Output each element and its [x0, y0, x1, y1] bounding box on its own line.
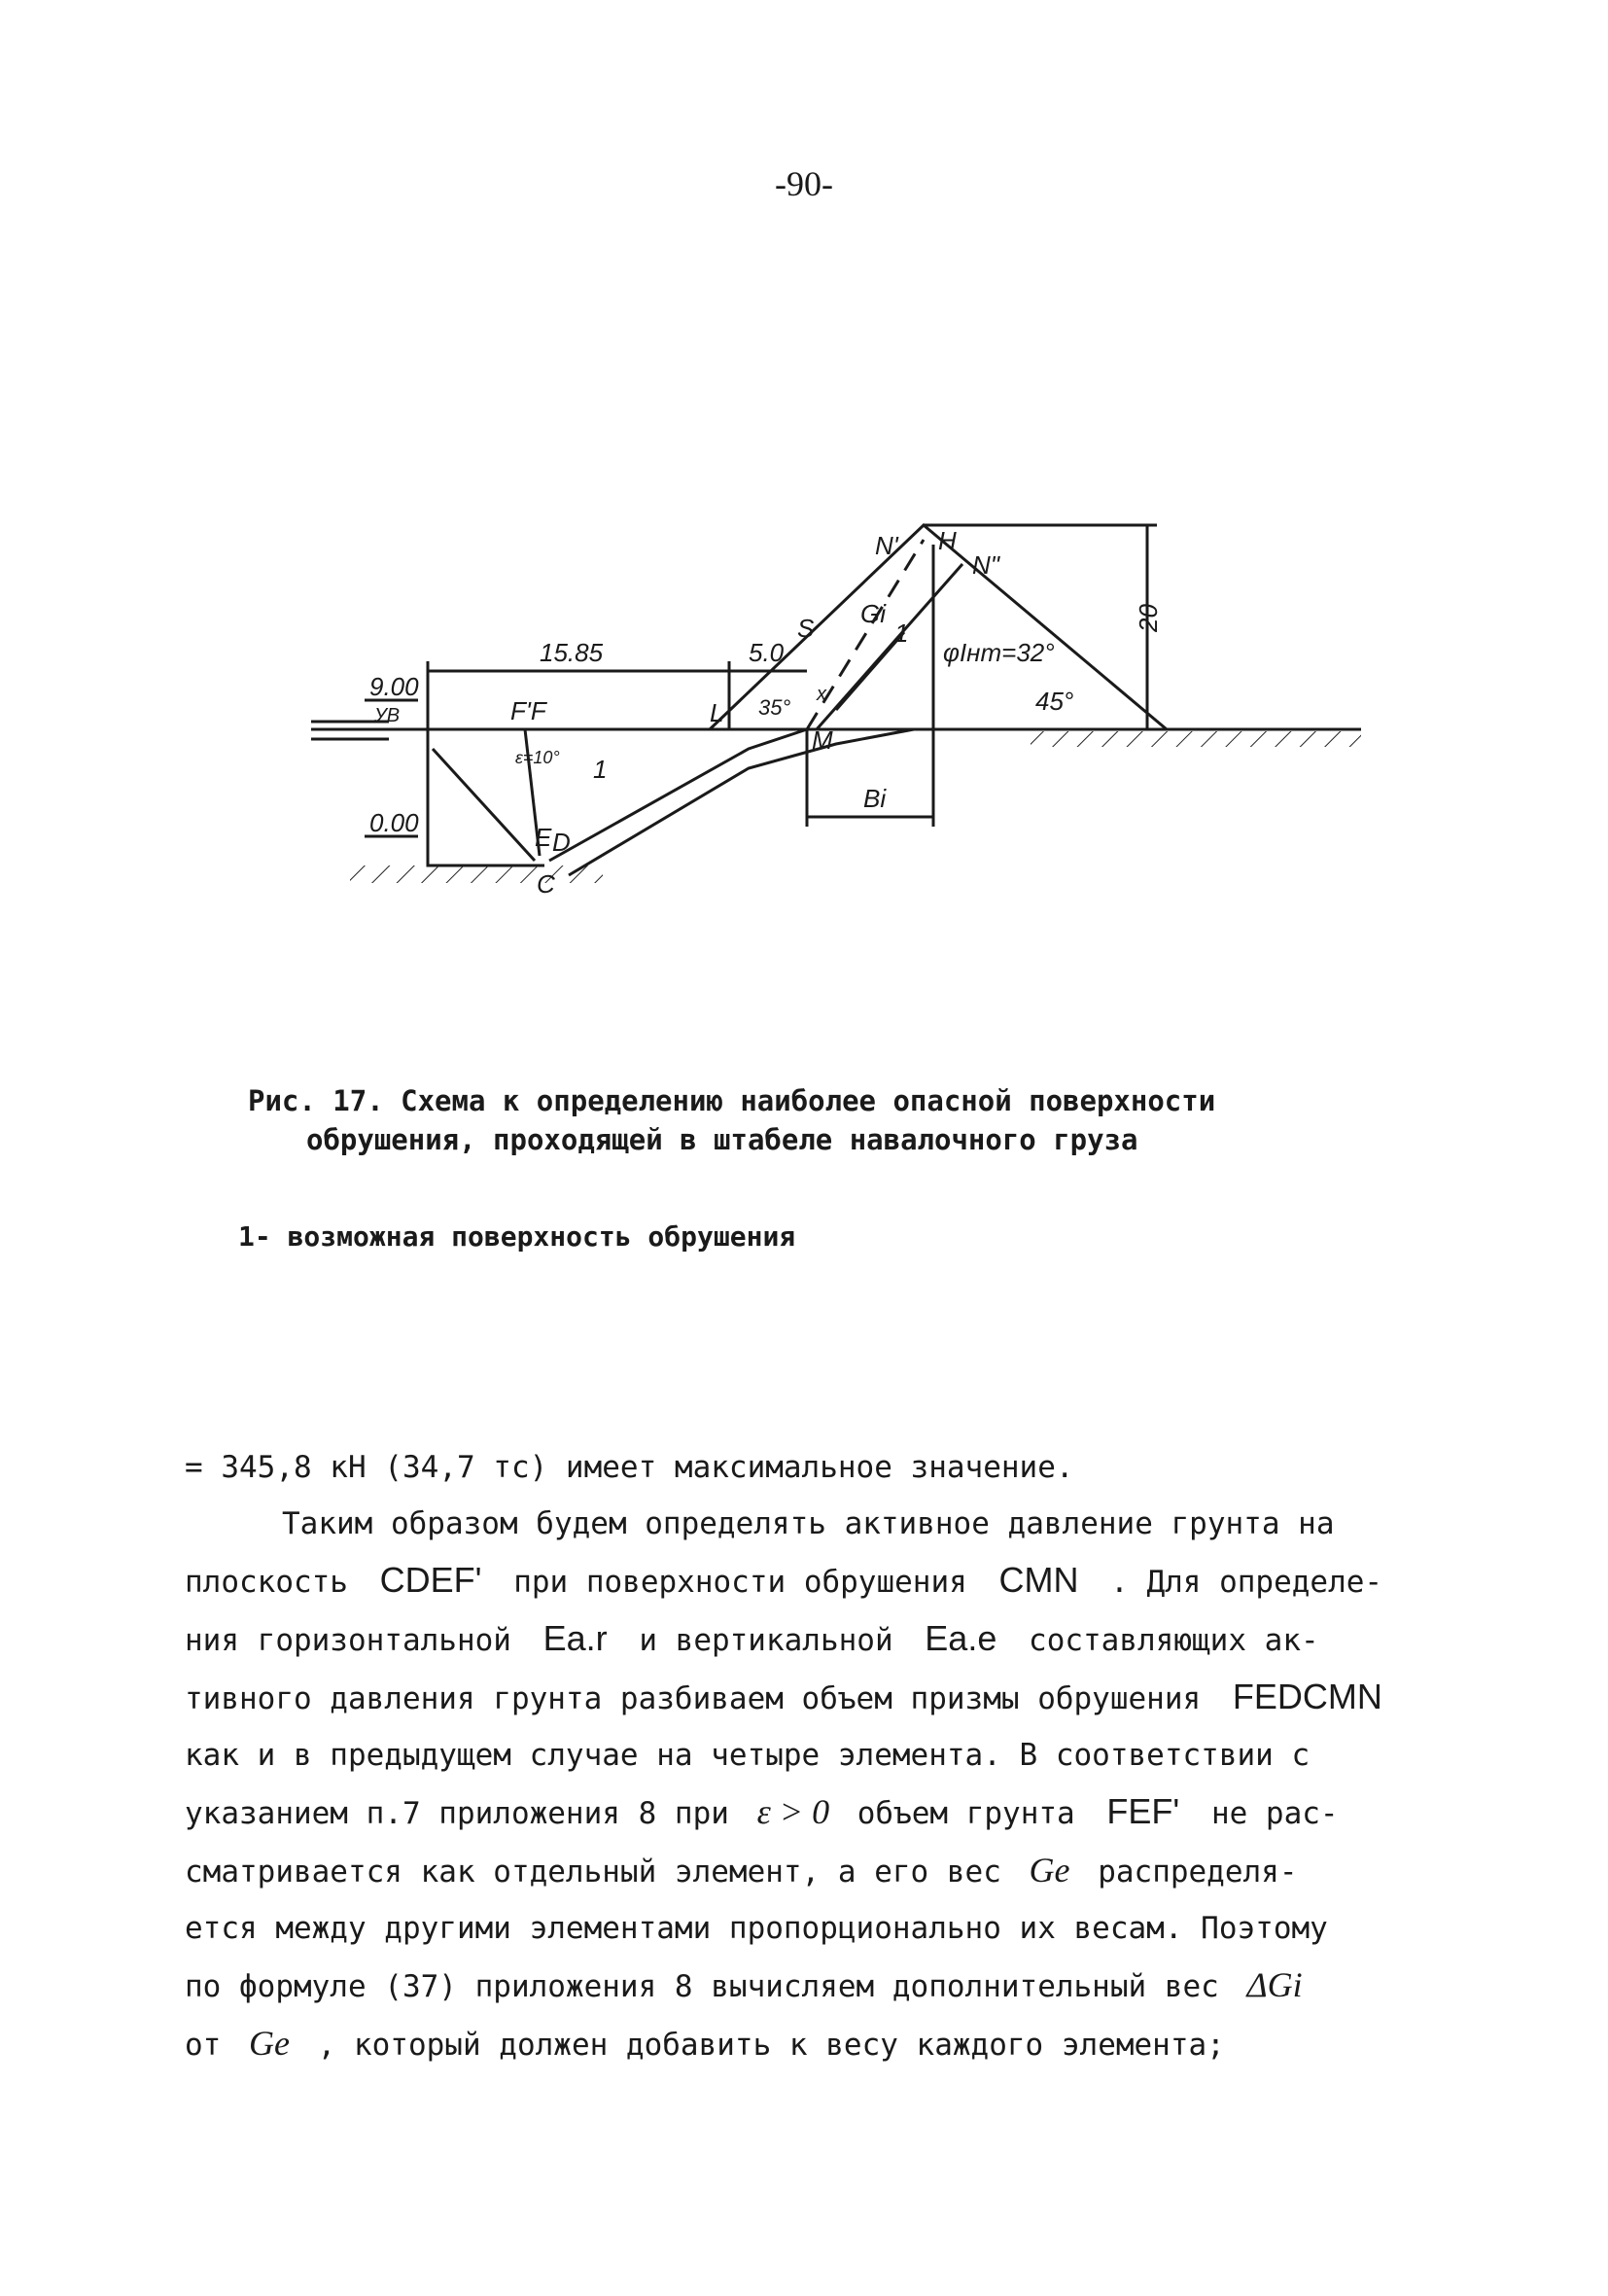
- label-gi: Gi: [860, 599, 886, 628]
- symbol-ea-e: Ea.e: [925, 1618, 997, 1658]
- label-bi: Bi: [863, 784, 887, 813]
- figure-legend: 1- возможная поверхность обрушения: [238, 1220, 796, 1253]
- symbol-cmn: CMN: [998, 1560, 1079, 1600]
- body-line-5: тивного давления грунта разбиваем объем призмы обрушения FEDCMN: [185, 1669, 1449, 1727]
- label-ug: УВ: [374, 705, 401, 726]
- ground-hatch-right: [1031, 731, 1361, 747]
- label-one-b: 1: [894, 618, 909, 648]
- label-20: 20: [1134, 604, 1163, 632]
- label-phi: φIнт=32°: [943, 638, 1055, 667]
- symbol-fef: FEF': [1106, 1791, 1180, 1831]
- label-e: E: [535, 823, 552, 852]
- label-f: F'F: [510, 696, 546, 725]
- label-l: L: [710, 698, 724, 727]
- label-s: S: [797, 614, 815, 643]
- label-n2: N": [972, 550, 1000, 580]
- label-9-00: 9.00: [369, 672, 419, 701]
- body-line-10: по формуле (37) приложения 8 вычисляем дополнительный вес ΔGi: [185, 1957, 1449, 2015]
- label-c: C: [537, 869, 555, 899]
- symbol-cdef: CDEF': [379, 1560, 482, 1600]
- caption-line-1: Рис. 17. Схема к определению наиболее опасной поверхности: [248, 1084, 1216, 1117]
- body-line-1: = 345,8 кН (34,7 тс) имеет максимальное значение.: [185, 1450, 1074, 1485]
- label-35: 35°: [758, 695, 791, 720]
- symbol-fedcmn: FEDCMN: [1232, 1677, 1382, 1716]
- symbol-delta-gi: ΔGi: [1246, 1965, 1303, 2004]
- label-eps: ε=10°: [515, 748, 560, 767]
- label-d: D: [552, 828, 571, 857]
- body-text: [185, 1439, 1449, 2073]
- symbol-eps: ε > 0: [756, 1792, 830, 1831]
- label-h: H: [938, 526, 957, 555]
- caption-line-2: обрушения, проходящей в штабеле навалочного груза: [306, 1123, 1138, 1156]
- retaining-wall-diagram: [292, 418, 1381, 924]
- label-x: x: [817, 684, 826, 705]
- label-15-85: 15.85: [540, 638, 604, 667]
- body-line-9: ется между другими элементами пропорционально их весам. Поэтому: [185, 1911, 1328, 1946]
- label-n1: N': [875, 531, 898, 560]
- label-one-a: 1: [593, 755, 608, 784]
- body-line-6: как и в предыдущем случае на четыре элемента. В соответствии с: [185, 1738, 1311, 1773]
- symbol-ge: Gе: [1029, 1851, 1070, 1890]
- label-0-00: 0.00: [369, 808, 419, 837]
- diagram-svg: [292, 418, 1381, 924]
- label-m: M: [812, 725, 833, 755]
- label-45: 45°: [1035, 687, 1074, 716]
- symbol-ea-r: Ea.r: [542, 1618, 608, 1658]
- figure-caption: [248, 1081, 1415, 1159]
- slope-CM: [549, 729, 807, 861]
- symbol-ge-2: Gе: [249, 2024, 290, 2063]
- label-5-0: 5.0: [749, 638, 785, 667]
- body-line-2: Таким образом будем определять активное давление грунта на: [282, 1506, 1335, 1541]
- body-line-11: от Gе , который должен добавить к весу каждого элемента;: [185, 2024, 1225, 2063]
- body-line-7: указанием п.7 приложения 8 при ε > 0 объем грунта FEF' не рас-: [185, 1791, 1339, 1831]
- page-number: -90-: [775, 164, 833, 203]
- body-line-8: сматривается как отдельный элемент, а его вес Gе распределя-: [185, 1851, 1298, 1890]
- ground-hatch-bottom: [350, 865, 603, 883]
- body-line-4: ния горизонтальной Ea.r и вертикальной Ea.e составляющих ак-: [185, 1618, 1319, 1658]
- body-line-3: плоскость CDEF' при поверхности обрушения CMN . Для определе-: [185, 1560, 1383, 1600]
